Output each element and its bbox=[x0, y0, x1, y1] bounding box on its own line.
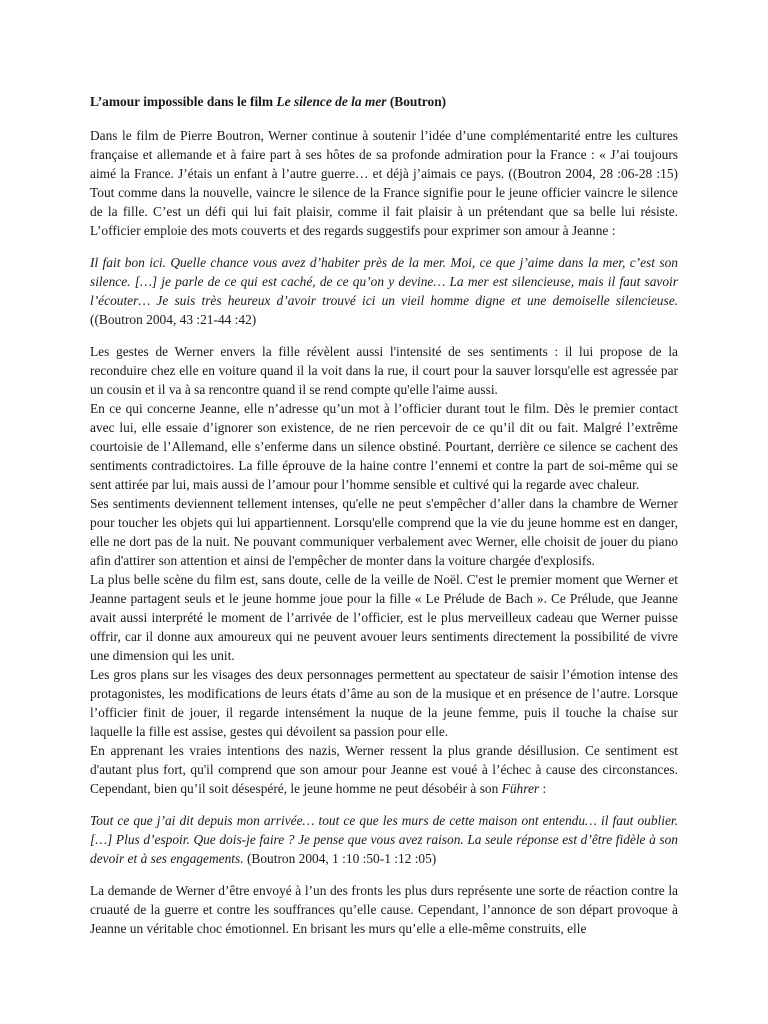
paragraph-5: La plus belle scène du film est, sans doute, celle de la veille de Noël. C'est le premier moment que Werner et Jeanne partagent seuls et le jeune homme joue pour la fille « Le Prélude de Bach ». Ce Prélude, que Jeanne avait aussi interprété le moment de l’arrivée de l’officier, est le plus merveilleux cadeau que Werner puisse offrir, car il donne aux amoureux qui ne peuvent avouer leurs sentiments directement la possibilité de vivre une dimension qui les unit. bbox=[90, 572, 678, 663]
title-film-name: Le silence de la mer bbox=[276, 94, 387, 109]
paragraph-7 bbox=[90, 741, 678, 798]
quote-1-text: Il fait bon ici. Quelle chance vous avez d’habiter près de la mer. Moi, ce que j’aime dans la mer, c’est son silence. […] je parle de ce qui est caché, de ce qu’on y devine… La mer est silencieuse, mais il faut savoir l’écouter… Je suis très heureux d’avoir trouvé ici un vieil homme digne et une demoiselle silencieuse. bbox=[90, 255, 678, 308]
quote-2-text: Tout ce que j’ai dit depuis mon arrivée… tout ce que les murs de cette maison ont entendu… il faut oublier. […] Plus d’espoir. Que dois-je faire ? Je pense que vous avez raison. La seule réponse est d’être fidèle à son devoir et à ses engagements. bbox=[90, 813, 678, 866]
paragraph-8: La demande de Werner d’être envoyé à l’un des fronts les plus durs représente une sorte de réaction contre la cruauté de la guerre et contre les souffrances qu’elle cause. Cependant, l’annonce de son départ provoque à Jeanne un véritable choc émotionnel. En brisant les murs qu’elle a elle-même construits, elle bbox=[90, 883, 678, 936]
body-block bbox=[90, 342, 678, 798]
paragraph-6: Les gros plans sur les visages des deux personnages permettent au spectateur de saisir l’émotion intense des protagonistes, les modifications de leurs états d’âme au son de la musique et en présence de l’autre. Lorsque l’officier finit de jouer, il regarde intensément la nuque de la jeune femme, puis il touche la chaise sur laquelle la fille est assise, gestes qui dévoilent sa passion pour elle. bbox=[90, 667, 678, 739]
paragraph-7-text: En apprenant les vraies intentions des nazis, Werner ressent la plus grande désillusion. Ce sentiment est d'autant plus fort, qu'il comprend que son amour pour Jeanne est voué à l’échec à cause des circonstances. Cependant, bien qu’il soit désespéré, le jeune homme ne peut désobéir à son bbox=[90, 743, 678, 796]
quote-1-reference: ((Boutron 2004, 43 :21-44 :42) bbox=[90, 312, 257, 327]
paragraph-4: Ses sentiments deviennent tellement intenses, qu'elle ne peut s'empêcher d’aller dans la chambre de Werner pour toucher les objets qui lui appartiennent. Lorsqu'elle comprend que la vie du jeune homme est en danger, elle ne dort pas de la nuit. Ne pouvant communiquer verbalement avec Werner, elle choisit de jouer du piano afin d'attirer son attention et ainsi de l'empêcher de monter dans la voiture chargée d'explosifs. bbox=[90, 496, 678, 568]
paragraph-2: Les gestes de Werner envers la fille révèlent aussi l'intensité de ses sentiments : il lui propose de la reconduire chez elle en voiture quand il la voit dans la rue, il court pour la sauver lorsqu'elle est agressée par un cousin et il va à sa rencontre quand il se rend compte qu'elle l'aime aussi. bbox=[90, 344, 678, 397]
quote-1 bbox=[90, 253, 678, 329]
title-prefix: L’amour impossible dans le film bbox=[90, 94, 277, 109]
title-suffix: (Boutron) bbox=[386, 94, 447, 109]
fuhrer-word: Führer bbox=[501, 781, 540, 796]
paragraph-7-end: : bbox=[539, 781, 547, 796]
quote-2 bbox=[90, 811, 678, 868]
quote-2-reference: (Boutron 2004, 1 :10 :50-1 :12 :05) bbox=[243, 851, 437, 866]
paragraph-1: Dans le film de Pierre Boutron, Werner continue à soutenir l’idée d’une complémentarité entre les cultures française et allemande et à faire part à ses hôtes de sa profonde admiration pour la France : « J’ai toujours aimé la France. J’étais un enfant à l’autre guerre… et déjà j’aimais ce pays. ((Boutron 2004, 28 :06-28 :15) Tout comme dans la nouvelle, vaincre le silence de la France signifie pour le jeune officier vaincre le silence de la fille. C’est un défi qui lui fait plaisir, comme il fait plaisir à un prétendant que sa belle lui résiste. L’officier emploie des mots couverts et des regards suggestifs pour exprimer son amour à Jeanne : bbox=[90, 128, 678, 238]
document-title bbox=[90, 92, 678, 111]
paragraph-3: En ce qui concerne Jeanne, elle n’adresse qu’un mot à l’officier durant tout le film. Dès le premier contact avec lui, elle essaie d’ignorer son existence, de ne rien percevoir de ce qu’il dit ou fait. Malgré l’extrême courtoisie de l’Allemand, elle s’enferme dans un silence obstiné. Pourtant, derrière ce silence se cachent des sentiments contradictoires. La fille éprouve de la haine contre l’ennemi et contre la part de soi-même qui se sent attirée par lui, mais aussi de l’amour pour l’homme sensible et cultivé qui la regarde avec chaleur. bbox=[90, 401, 678, 492]
